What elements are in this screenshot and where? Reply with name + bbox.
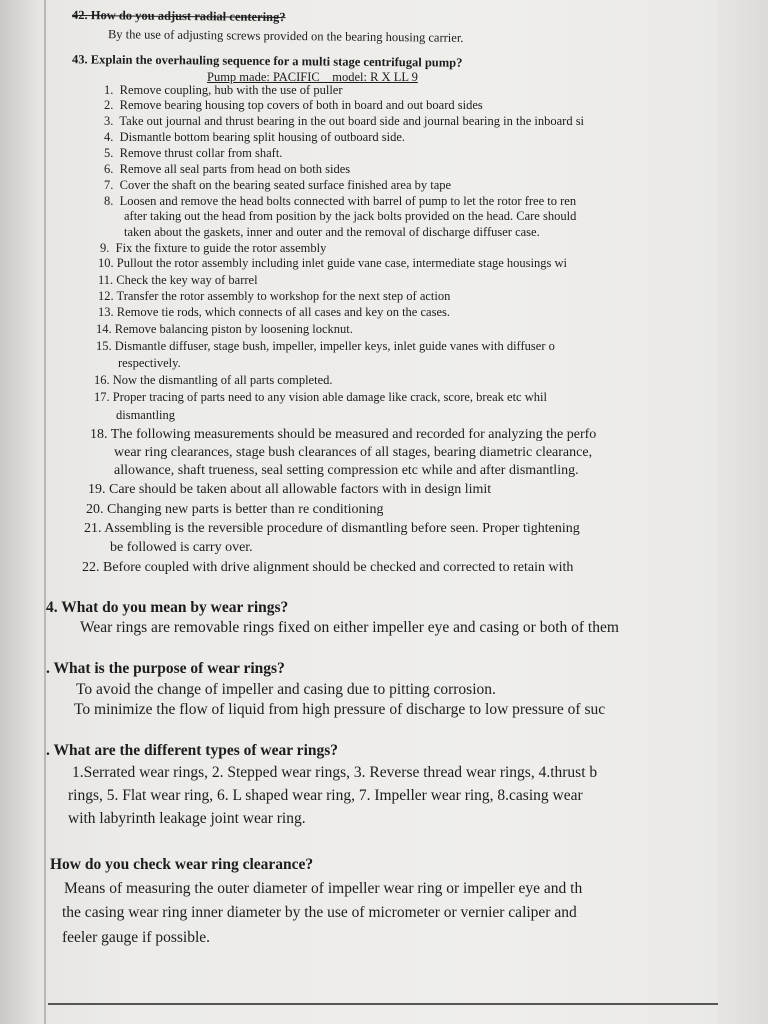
q43-step: 13. Remove tie rods, which connects of all cases and key on the cases. — [98, 305, 450, 319]
q43-step-continuation: after taking out the head from position by the jack bolts provided on the head. Care should — [124, 209, 577, 223]
q43-step: 15. Dismantle diffuser, stage bush, impeller, impeller keys, inlet guide vanes with diffuser o — [96, 339, 555, 353]
q46-answer-line: 1.Serrated wear rings, 2. Stepped wear rings, 3. Reverse thread wear rings, 4.thrust b — [72, 764, 598, 781]
q43-step: 8. Loosen and remove the head bolts connected with barrel of pump to let the rotor free to ren — [104, 194, 577, 208]
q43-title: 43. Explain the overhauling sequence for a multi stage centrifugal pump? — [71, 52, 463, 70]
q46-answer-line: with labyrinth leakage joint wear ring. — [68, 810, 306, 827]
q43-step: 11. Check the key way of barrel — [98, 273, 258, 287]
q43-step: 5. Remove thrust collar from shaft. — [104, 146, 283, 160]
page-right-edge — [718, 0, 768, 1024]
q42-title: 42. How do you adjust radial centering? — [71, 7, 286, 25]
q43-step: 9. Fix the fixture to guide the rotor assembly — [100, 241, 327, 255]
q43-step: 3. Take out journal and thrust bearing in the out board side and journal bearing in the inboard si — [104, 114, 585, 128]
q47-answer-line: feeler gauge if possible. — [62, 929, 211, 946]
q47-answer-line: the casing wear ring inner diameter by the use of micrometer or vernier caliper and — [62, 904, 577, 921]
q42-answer: By the use of adjusting screws provided on the bearing housing carrier. — [107, 27, 464, 45]
q43-step: 22. Before coupled with drive alignment should be checked and corrected to retain with — [82, 560, 574, 575]
q43-step: 1. Remove coupling, hub with the use of puller — [104, 83, 343, 97]
q47-answer-line: Means of measuring the outer diameter of impeller wear ring or impeller eye and th — [64, 880, 583, 897]
q43-step: 20. Changing new parts is better than re conditioning — [86, 502, 384, 517]
q43-step: 12. Transfer the rotor assembly to workshop for the next step of action — [98, 289, 451, 303]
q43-step-continuation: respectively. — [118, 356, 181, 370]
q44-title: 4. What do you mean by wear rings? — [46, 599, 289, 616]
q43-step: 18. The following measurements should be measured and recorded for analyzing the perfo — [90, 427, 597, 442]
q43-step: 16. Now the dismantling of all parts completed. — [94, 373, 333, 387]
q45-answer-line: To avoid the change of impeller and casing due to pitting corrosion. — [76, 681, 496, 698]
q43-step: 19. Care should be taken about all allowable factors with in design limit — [88, 482, 492, 497]
q43-step-continuation: taken about the gaskets, inner and outer and the removal of discharge diffuser case. — [124, 225, 540, 239]
q43-step: 4. Dismantle bottom bearing split housing of outboard side. — [104, 130, 406, 144]
q47-title: How do you check wear ring clearance? — [50, 856, 314, 873]
q44-answer: Wear rings are removable rings fixed on either impeller eye and casing or both of them — [80, 619, 619, 636]
q43-step: 2. Remove bearing housing top covers of both in board and out board sides — [104, 98, 483, 112]
page-bottom-rule — [48, 1003, 718, 1005]
q43-step: 17. Proper tracing of parts need to any vision able damage like crack, score, break etc whil — [94, 390, 547, 404]
q43-subtitle: Pump made: PACIFIC model: R X LL 9 — [207, 70, 418, 84]
q45-title: . What is the purpose of wear rings? — [46, 660, 285, 677]
q43-step-continuation: dismantling — [116, 408, 176, 422]
q43-step: 7. Cover the shaft on the bearing seated surface finished area by tape — [104, 178, 452, 192]
q46-title: . What are the different types of wear rings? — [46, 742, 339, 759]
q43-step: 21. Assembling is the reversible procedure of dismantling before seen. Proper tightening — [84, 521, 580, 536]
q43-step: 6. Remove all seal parts from head on both sides — [104, 162, 351, 176]
q45-answer-line: To minimize the flow of liquid from high pressure of discharge to low pressure of suc — [74, 701, 606, 718]
q43-step: 10. Pullout the rotor assembly including inlet guide vane case, intermediate stage housings wi — [98, 256, 568, 270]
page-gutter-shadow — [44, 0, 46, 1024]
q43-step-continuation: allowance, shaft trueness, seal setting compression etc while and after dismantling. — [114, 463, 579, 478]
q43-step: 14. Remove balancing piston by loosening locknut. — [96, 322, 353, 336]
q43-step-continuation: be followed is carry over. — [110, 540, 253, 555]
q43-step-continuation: wear ring clearances, stage bush clearances of all stages, bearing diametric clearance, — [114, 445, 593, 460]
q46-answer-line: rings, 5. Flat wear ring, 6. L shaped wear ring, 7. Impeller wear ring, 8.casing wear — [68, 787, 583, 804]
